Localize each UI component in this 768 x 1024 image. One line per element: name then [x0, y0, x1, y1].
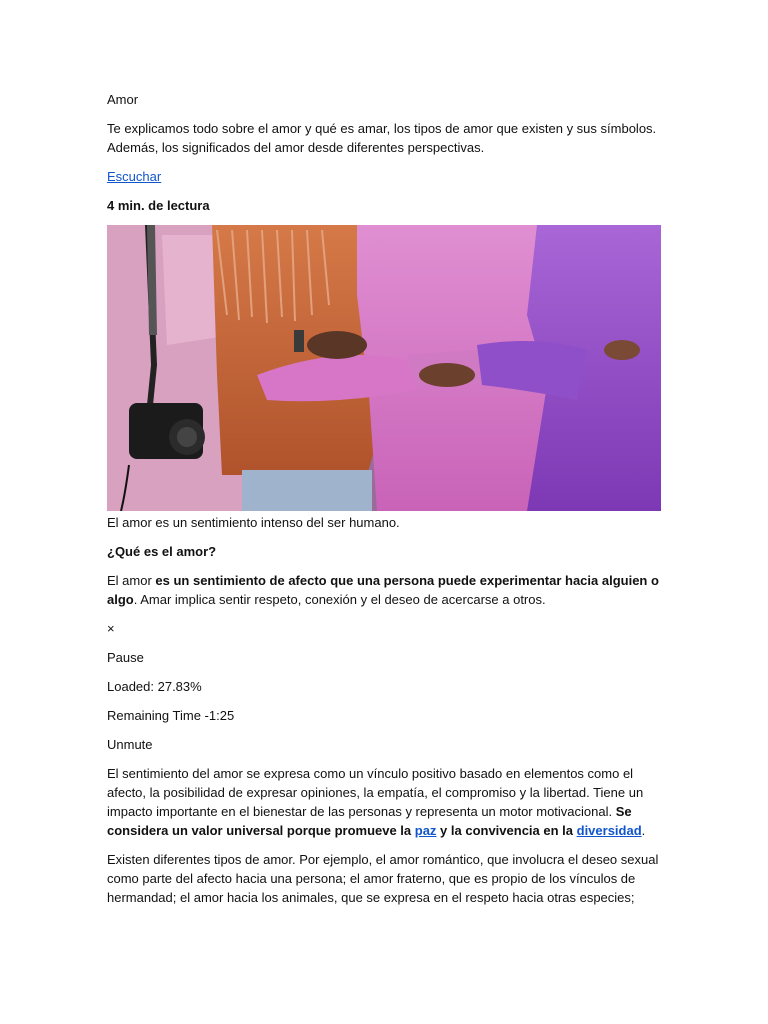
article-body	[107, 90, 662, 917]
listen-link[interactable]: Escuchar	[107, 169, 162, 184]
remaining-time: Remaining Time -1:25	[107, 708, 235, 723]
reading-time: 4 min. de lectura	[107, 198, 210, 213]
body-paragraph-types: Existen diferentes tipos de amor. Por ejemplo, el amor romántico, que involucra el deseo sexual como parte del afecto hacia una persona; el amor fraterno, que es propio de los vínculos de hermandad; el amor hacia los animales, que se expresa en el respeto hacia otras especies;	[107, 852, 659, 905]
pause-button[interactable]: Pause	[107, 650, 144, 665]
article-title: Amor	[107, 92, 139, 107]
article-intro: Te explicamos todo sobre el amor y qué es amar, los tipos de amor que existen y sus símbolos. Además, los significados del amor desde diferentes perspectivas.	[107, 121, 657, 155]
image-caption: El amor es un sentimiento intenso del ser humano.	[107, 515, 400, 530]
section-heading: ¿Qué es el amor?	[107, 544, 217, 559]
unmute-button[interactable]: Unmute	[107, 737, 153, 752]
player-close-icon[interactable]: ×	[107, 621, 115, 636]
peace-link[interactable]: paz	[414, 823, 437, 838]
body-paragraph-values: El sentimiento del amor se expresa como un vínculo positivo basado en elementos como el afecto, la posibilidad de expresar opiniones, la empatía, el compromiso y la libertad. Tiene un impacto importante en el bienestar de las personas y representa un motor motivacional. Se considera un valor universal porque promueve la paz y la convivencia en la diversidad.	[107, 766, 646, 838]
loaded-progress: Loaded: 27.83%	[107, 679, 202, 694]
definition-paragraph: El amor es un sentimiento de afecto que una persona puede experimentar hacia alguien o algo. Amar implica sentir respeto, conexión y el deseo de acercarse a otros.	[107, 573, 659, 607]
diversity-link[interactable]: diversidad	[576, 823, 642, 838]
article-photo	[107, 225, 661, 511]
